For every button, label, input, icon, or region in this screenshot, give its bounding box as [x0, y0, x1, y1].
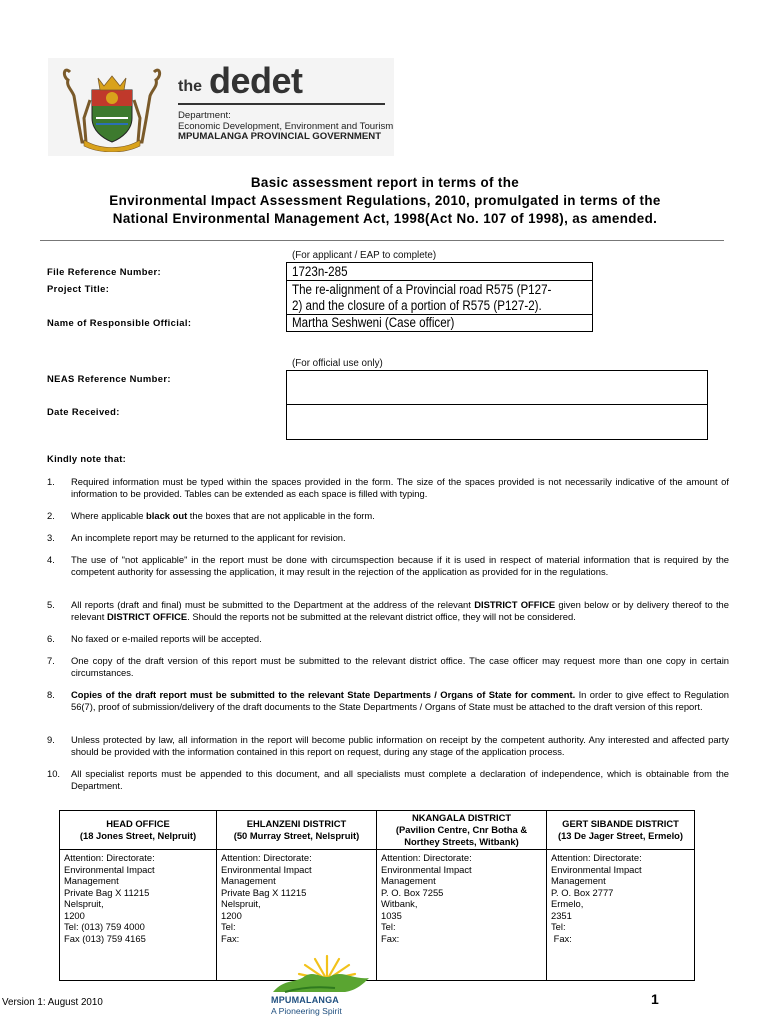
brand-name: dedet — [209, 60, 303, 101]
note-number: 7. — [47, 655, 55, 666]
note-text: Unless protected by law, all information in the report will become public information on receipt by the competent authority. Any interested and affected party should be provided with the information contained in this report on request, during any stage of the application process. — [71, 734, 729, 757]
office-header-ehlanzeni: EHLANZENI DISTRICT (50 Murray Street, Nelspruit) — [217, 811, 377, 850]
footer-logo-tagline: A Pioneering Spirit — [271, 1006, 342, 1016]
title-line-2: Environmental Impact Assessment Regulations, 2010, promulgated in terms of the — [109, 193, 661, 208]
applicant-fields-box — [286, 262, 593, 332]
office-details-gert-sibande: Attention: Directorate: Environmental Impact Management P. O. Box 2777 Ermelo, 2351 Tel: Fax: — [547, 850, 695, 981]
note-number: 9. — [47, 734, 55, 745]
notes-heading: Kindly note that: — [47, 453, 127, 464]
page-number: 1 — [651, 991, 659, 1007]
project-title-field-line-2[interactable]: 2) and the closure of a portion of R575 (P127-2). — [292, 298, 542, 313]
office-header-head: HEAD OFFICE (18 Jones Street, Nelpruit) — [60, 811, 217, 850]
project-title-field-line-1[interactable]: The re-alignment of a Provincial road R575 (P127- — [292, 282, 552, 297]
version-label: Version 1: August 2010 — [2, 997, 103, 1008]
file-reference-label: File Reference Number: — [47, 266, 162, 277]
office-details-head: Attention: Directorate: Environmental Impact Management Private Bag X 11215 Nelspruit, 1200 Tel: (013) 759 4000 Fax (013) 759 4165 — [60, 850, 217, 981]
note-text: No faxed or e-mailed reports will be accepted. — [71, 633, 262, 644]
file-reference-field[interactable]: 1723n-285 — [292, 264, 348, 279]
title-line-1: Basic assessment report in terms of the — [250, 175, 520, 190]
office-header-gert-sibande: GERT SIBANDE DISTRICT (13 De Jager Street, Ermelo) — [547, 811, 695, 850]
note-text: Copies of the draft report must be submitted to the relevant State Departments / Organs of State for comment. In order to give effect to Regulation 56(7), proof of submission/delivery of the draft documents to the State Departments / Organs of State must be attached to the draft version of this report. — [71, 689, 729, 712]
note-text: An incomplete report may be returned to the applicant for revision. — [71, 532, 346, 543]
official-use-note: (For official use only) — [292, 358, 383, 369]
brand-dept-name: Economic Development, Environment and Tourism — [178, 121, 394, 132]
note-number: 2. — [47, 510, 55, 521]
title-line-3: National Environmental Management Act, 1998(Act No. 107 of 1998), as amended. — [112, 211, 658, 226]
office-details-nkangala: Attention: Directorate: Environmental Impact Management P. O. Box 7255 Witbank, 1035 Tel: Fax: — [377, 850, 547, 981]
brand-dept-label: Department: — [178, 110, 231, 121]
coat-of-arms-icon — [56, 62, 168, 152]
brand-divider — [178, 103, 385, 105]
office-details-ehlanzeni: Attention: Directorate: Environmental Impact Management Private Bag X 11215 Nelspruit, 1200 Tel: Fax: — [217, 850, 377, 981]
note-text: All specialist reports must be appended to this document, and all specialists must complete a declaration of independence, which is obtainable from the Department. — [71, 768, 729, 791]
date-received-field[interactable] — [287, 405, 707, 439]
official-fields-box — [286, 370, 708, 440]
table-header-row — [60, 811, 695, 850]
responsible-official-label: Name of Responsible Official: — [47, 317, 192, 328]
neas-reference-label: NEAS Reference Number: — [47, 373, 171, 384]
note-number: 5. — [47, 599, 55, 610]
note-number: 8. — [47, 689, 55, 700]
note-text: All reports (draft and final) must be submitted to the Department at the address of the relevant DISTRICT OFFICE given below or by delivery thereof to the relevant DISTRICT OFFICE. Should the reports not be submitted at the relevant district office, they will not be considered. — [71, 599, 729, 622]
date-received-label: Date Received: — [47, 406, 120, 417]
document-title — [40, 174, 730, 228]
note-text: The use of "not applicable" in the report must be done with circumspection because if it is used in respect of material information that is required by the competent authority for assessing the application, it may result in the rejection of the application as provided for in the regulations. — [71, 554, 729, 577]
note-text: One copy of the draft version of this report must be submitted to the relevant district office. The case officer may request more than one copy in certain circumstances. — [71, 655, 729, 678]
office-header-nkangala: NKANGALA DISTRICT (Pavilion Centre, Cnr Botha & Northey Streets, Witbank) — [377, 811, 547, 850]
note-text: Required information must be typed within the spaces provided in the form. The size of the spaces provided is not necessarily indicative of the amount of information to be provided. Tables can be extended as each space is filled with typing. — [71, 476, 729, 499]
project-title-label: Project Title: — [47, 283, 110, 294]
neas-reference-field[interactable] — [287, 371, 707, 404]
note-number: 1. — [47, 476, 55, 487]
note-text: Where applicable black out the boxes that are not applicable in the form. — [71, 510, 375, 521]
brand-government: MPUMALANGA PROVINCIAL GOVERNMENT — [178, 131, 382, 142]
note-number: 3. — [47, 532, 55, 543]
brand-prefix: the — [178, 78, 202, 95]
applicant-note: (For applicant / EAP to complete) — [292, 250, 437, 261]
responsible-official-field[interactable]: Martha Seshweni (Case officer) — [292, 315, 455, 330]
footer-logo-name: MPUMALANGA — [271, 995, 339, 1005]
title-divider — [40, 240, 724, 241]
note-number: 4. — [47, 554, 55, 565]
note-number: 6. — [47, 633, 55, 644]
note-number: 10. — [47, 768, 61, 779]
